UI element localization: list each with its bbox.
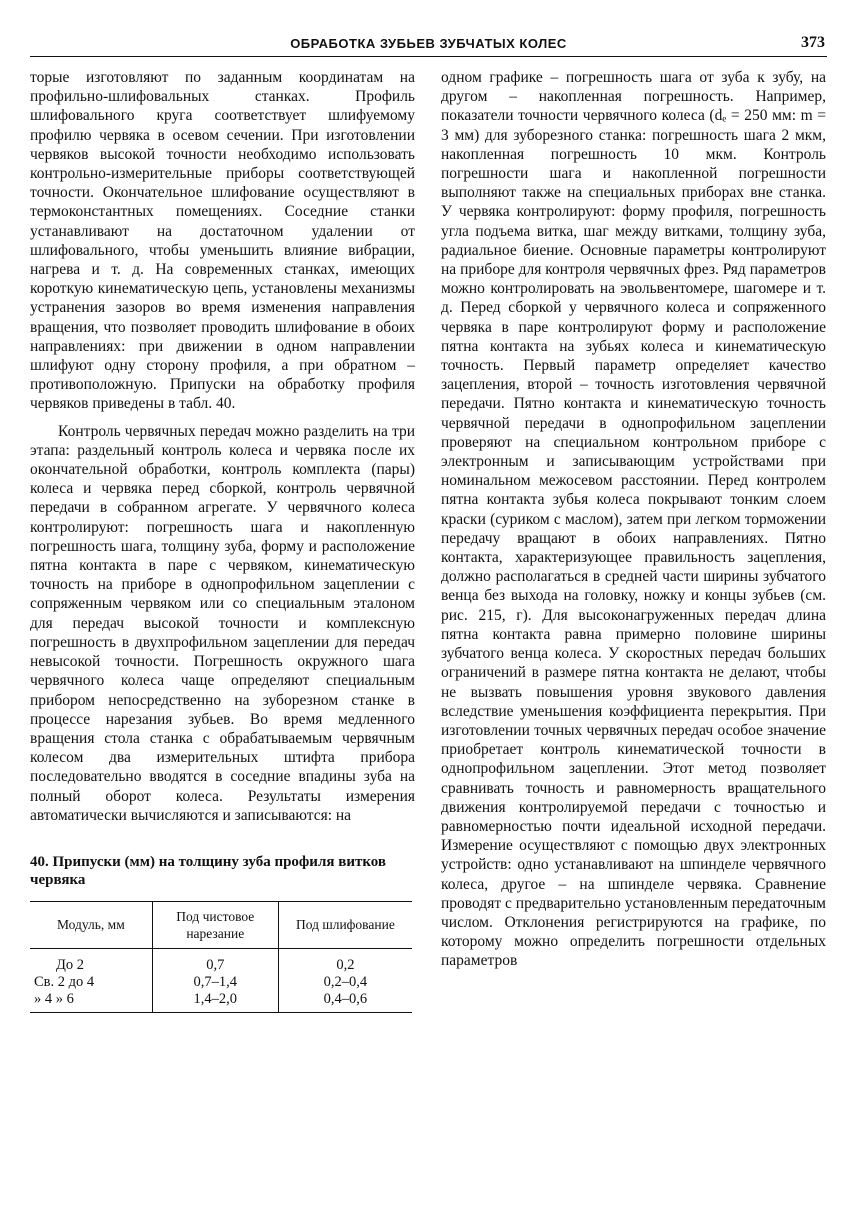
cell-grind: 0,4–0,6 xyxy=(278,991,412,1013)
paragraph-right: одном графике – погрешность шага от зуба к зубу, на другом – накопленная погрешность. Например, показатели точности червячного колеса (dₑ = 250 мм: m = 3 мм) для зуборезного станка: погрешность шага 2 мкм, накопленная погрешность 10 мкм. Контроль погрешности шага и накопленной погрешности выполняют также на специальных приборах вне станка. У червяка контролируют: форму профиля, погрешность угла подъема витка, шаг между витками, толщину зуба, радиальное биение. Основные параметры контролируют на приборе для контроля червячных фрез. Ряд параметров можно контролировать на эвольвентомере, шагомере и т. д. Перед сборкой у червячного колеса и сопряженного червяка в паре контролируют форму и расположение пятна контакта на зубьях колеса и кинематическую точность. Первый параметр определяет качество зацепления, второй – точность изготовления червячной передачи. Пятно контакта и кинематическую точность червячной передачи в однопрофильном зацеплении проверяют на специальном контрольном приборе с электронным и записывающим устройствами при номинальном межосевом расстоянии. Перед контролем пятна контакта зубья колеса покрывают тонким слоем краски (суриком с маслом), затем при легком торможении передачу вращают в обоих направлениях. Пятно контакта, характеризующее правильность зацепления, должно располагаться в средней части ширины зубчатого венца без выхода на головку, ножку и концы зубьев (см. рис. 215, г). Для высоконагруженных передач длина пятна контакта равна примерно половине ширины зубчатого венца колеса. У скоростных передач больших ограничений в размере пятна контакта не делают, чтобы не вызвать повышения уровня звукового давления вследствие уменьшения коэффициента перекрытия. При изготовлении точных червячных передач особое значение приобретает контроль кинематической точности в однопрофильном зацеплении. Этот метод позволяет сравнивать точность и равномерность вращательного движения контролируемой передачи с точностью и равномерностью почти идеальной исходной передачи. Измерение осуществляют с помощью двух электронных устройств: одно устанавливают на шпинделе червячного колеса, другое – на шпинделе червяка. Сравнение проводят с предварительно установленным передаточным числом. Отклонения регистрируются на графике, по которому можно определить погрешности отдельных параметров xyxy=(441,69,826,970)
table-row xyxy=(30,948,412,974)
table-row xyxy=(30,991,412,1013)
left-column xyxy=(30,68,415,1013)
page-header xyxy=(30,32,827,57)
running-title: ОБРАБОТКА ЗУБЬЕВ ЗУБЧАТЫХ КОЛЕС xyxy=(290,36,567,51)
cell-finish: 1,4–2,0 xyxy=(152,991,278,1013)
header-module: Модуль, мм xyxy=(30,901,152,948)
header-finish-cutting: Под чистовое нарезание xyxy=(152,901,278,948)
cell-module: До 2 xyxy=(56,956,85,973)
table-caption: 40. Припуски (мм) на толщину зуба профиля витков червяка xyxy=(30,853,387,888)
right-column xyxy=(441,68,826,971)
cell-module: Св. 2 до 4 xyxy=(34,973,95,990)
table-row xyxy=(30,974,412,991)
paragraph-continued: торые изготовляют по заданным координатам на профильно-шлифовальных станках. Профиль шлифовального круга соответствует шлифуемому профилю червяка в осевом сечении. При изготовлении червяков высокой точности необходимо использовать контрольно-измерительные приборы соответствующей точности. Окончательное шлифование осуществляют в термоконстантных помещениях. Соседние станки устанавливают на достаточном удалении от шлифовального, чтобы уменьшить влияние вибрации, нагрева и т. д. На современных станках, имеющих короткую кинематическую цепь, установлены механизмы устранения зазоров во время изменения направления вращения, что позволяет проводить шлифование в обоих направлениях: при движении в одном направлении шлифуют одну сторону профиля, а при обратном – противоположную. Припуски на обработку профиля червяков приведены в табл. 40. xyxy=(30,69,415,413)
cell-finish: 0,7 xyxy=(152,948,278,974)
cell-grind: 0,2–0,4 xyxy=(278,974,412,991)
paragraph-control: Контроль червячных передач можно разделить на три этапа: раздельный контроль колеса и червяка после их окончательной обработки, контроль комплекта (пары) колеса и червяка перед сборкой, контроль червячной передачи в собранном агрегате. У червячного колеса контролируют: погрешность шага и накопленную погрешность шага, толщину зуба, форму и расположение пятна контакта в паре с червяком, кинематическую точность на приборе в однопрофильном зацеплении с сопряженным червяком или со специальным эталоном для передач высокой точности и комплексную погрешность в двухпрофильном зацеплении для передач невысокой точности. Погрешность окружного шага червячного колеса чаще определяют специальным прибором непосредственно на зуборезном станке в процессе нарезания зубьев. Во время медленного вращения стола станка с обрабатываемым червячным колесом два измерительных штифта прибора последовательно вводятся в соседние впадины зуба на полный оборот колеса. Результаты измерения автоматически вычисляются и записываются: на xyxy=(30,422,415,824)
cell-finish: 0,7–1,4 xyxy=(152,974,278,991)
cell-module: » 4 » 6 xyxy=(30,991,152,1013)
allowance-table xyxy=(30,901,412,1013)
table-header-row xyxy=(30,901,412,948)
page-number: 373 xyxy=(801,34,825,51)
header-grinding: Под шлифование xyxy=(278,901,412,948)
cell-grind: 0,2 xyxy=(278,948,412,974)
